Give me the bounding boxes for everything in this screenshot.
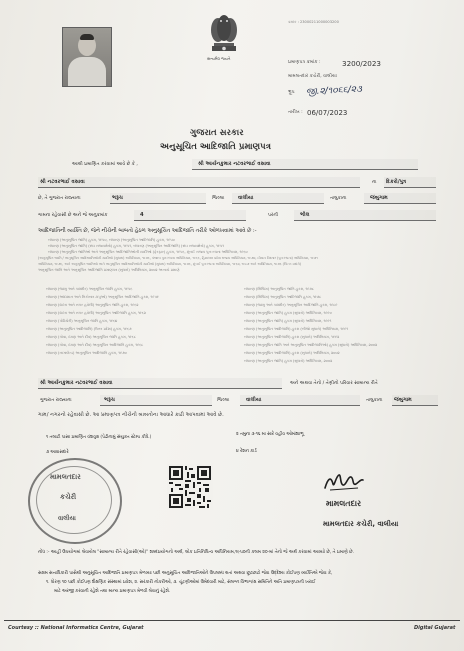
order-item: બંધારણ (પોંડિચેરી) અનુસૂચિત જાતિ હુકમ, ૧૯૬૪ <box>46 319 118 323</box>
basis-item: ૪ રેશન કાર્ડ <box>236 449 257 454</box>
resident-prefix: ગુજરાત રાજ્યના <box>40 398 72 403</box>
footer-rule <box>4 620 460 621</box>
orders-intro-line: અનુસૂચિત જાતિ અને અનુસૂચિત આદિજાતિ પ્રમાણપત્ર (સુધારો) અધિનિયમ, ૨૦૦૨ અન્વયે પ્રમાણે <box>38 268 180 272</box>
order-item: બંધારણ (સિક્કિમ) અનુસૂચિત આદિજાતિ હુકમ, ૧૯૭૮ <box>244 295 322 299</box>
order-item: બંધારણ (જમ્મુ અને કાશ્મીર) અનુસૂચિત આદિજાતિ હુકમ, ૧૯૮૯ <box>244 303 338 307</box>
official-seal <box>28 458 122 544</box>
order-item: બંધારણ (દાદરા અને નગર હવેલી) અનુસૂચિત જાતિ હુકમ, ૧૯૬૨ <box>46 303 139 307</box>
order-item: બંધારણ (આંદામાન અને નિકોબાર ટાપુઓ) અનુસૂચિત આદિજાતિ હુકમ, ૧૯૫૯ <box>46 295 159 299</box>
family-text: અને અથવા તેનો / તેણીનો પરિવાર સામાન્ય રીતે <box>290 381 378 386</box>
order-item: બંધારણ (નાગાલેન્ડ) અનુસૂચિત આદિજાતિ હુકમ, ૧૯૭૦ <box>46 351 127 355</box>
village-field <box>110 193 206 204</box>
caste-value: ભીલ <box>300 212 310 218</box>
resident-village-value: જંબુગામ <box>394 397 412 403</box>
seal-text: મામલતદાર <box>50 473 81 481</box>
emblem-caption: સત્યમેવ જયતે <box>207 56 231 61</box>
certificate-no-value: 3200/2023 <box>342 59 382 68</box>
order-item: બંધારણ (ગોવા, દમણ અને દીવ) અનુસૂચિત આદિજાતિ હુકમ, ૧૯૬૮ <box>46 343 144 347</box>
order-item: બંધારણ (અનુસૂચિત જાતિ) હુકમ (સુધારો) અધિનિયમ, ૧૯૯૦ <box>244 311 332 315</box>
district-value: વાલીયા <box>238 195 254 201</box>
relation-value: દિકરો/પુત્ર <box>386 179 407 185</box>
parent-name-value: શ્રી નટવરભાઈ વસાવા <box>40 179 85 185</box>
resident-district-field <box>100 395 212 406</box>
order-item: બંધારણ (અનુસૂચિત જાતિ) હુકમ (સુધારો) અધિનિયમ, ૨૦૦૨ <box>244 359 333 363</box>
serial-field <box>134 210 246 221</box>
seal-text: વાલીયા <box>58 515 76 522</box>
order-item: બંધારણ (અનુસૂચિત આદિજાતિ) હુકમ (બીજો સુધારો) અધિનિયમ, ૧૯૯૧ <box>244 327 349 331</box>
officer-title: મામલતદાર <box>326 499 362 508</box>
intro-text: આથી પ્રમાણિત કરવામાં આવે છે કે , <box>72 162 138 167</box>
officer-signature <box>322 470 366 496</box>
resident-taluka-value: વાલીયા <box>246 397 262 403</box>
order-item: બંધારણ (અનુસૂચિત આદિજાતિ) (ઉત્તર પ્રદેશ) હુકમ, ૧૯૬૭ <box>46 327 132 331</box>
note-text: નોંધ :- આહીં ઉપયોગમાં લેવાયેલ "સામાન્ય રીતે રહેવાસી(ઓ)" શબ્દપ્રયોગનો અર્થ, લોક પ્રતિનિધિત્વ અધિનિયમ,૧૯૫૦ની કલમ ૨૦-માં તેનો જે અર્થ કરવામાં આવ્યો છે, તે પ્રમાણે છે. <box>38 550 354 555</box>
basis-item: ૧ તલાટી પાસા પ્રમાણિત વંશવૃક્ષ (પેઢીનામું સંયુક્ત સ્ટેમ્પ કીધે.) <box>46 435 152 440</box>
instructions-line: ૧. ધોરણ ૧૦ પછી કોઈપણ શૈક્ષણિક સંસ્થામાં પ્રવેશ, ૨. સરકારી નોકરીઓ, ૩. ચૂંટણીઓમાં ઉમેદવારી માટે, સંલગ્ન વિભાગ/ક્ષ સમિતિને અતિ પ્રમાણપત્રની ખરાઈ <box>46 580 316 585</box>
name-value: શ્રી આર્યનકુમાર નટવરભાઈ વસાવા <box>198 161 271 167</box>
footer-credit: Courtesy :: National Informatics Centre, Gujarat <box>8 625 144 631</box>
order-item: બંધારણ (અનુસૂચિત જાતિ અને અનુસૂચિત આદિજાતિઓ) હુકમ (સુધારો) અધિનિયમ, ૨૦૦૨ <box>244 343 378 347</box>
file-no-handwritten: જી.૨/૧૦૬૬/૨૩ <box>305 84 363 98</box>
resident-district-value: ભરૂચ <box>104 397 116 403</box>
resident-taluka-label: તાલુકાના <box>366 398 383 403</box>
relation-label: ના <box>372 180 377 185</box>
orders-intro-line: બંધારણ (અનુસૂચિત જાતિ) હુકમ, ૧૯૫૦, બંધારણ (અનુસૂચિત આદિજાતિ) હુકમ, ૧૯૫૦ <box>48 238 175 242</box>
national-emblem <box>204 12 244 64</box>
certificate-title: અનુસૂચિત આદિજાતિ પ્રમાણપત્ર <box>160 142 271 152</box>
order-item: બંધારણ (અનુસૂચિત જાતિ) હુકમ (સુધારો) અધિનિયમ, ૧૯૯૧ <box>244 319 332 323</box>
village-value: ભરૂચ <box>112 195 124 201</box>
declaration-text: આદિજાતિની વ્યક્તિ છે, જેને નીચેની બાબતો હેઠળ અનુસૂચિત આદિજાતિ તરીકે ઓળખવામાં આવે છે :- <box>38 228 257 234</box>
order-item: બંધારણ (અનુસૂચિત આદિજાતિ) હુકમ (સુધારો) અધિનિયમ, ૧૯૯૨ <box>244 335 340 339</box>
certificate-no-label: પ્રમાણપત્ર ક્રમાંક : <box>288 60 321 65</box>
office-name: મામલતદાર કચેરી, વાલીયા <box>288 74 337 79</box>
officer-office: મામલતદાર કચેરી, વાલીયા <box>323 520 399 528</box>
basis-text: ગામ/ નગરનો રહેવાસી છે. આ પ્રમાણપત્ર નીચેની બાબતોના આધારે કાઢી આપવામાં આવે છે. <box>38 412 224 418</box>
orders-intro-line: (અનુસૂચિત જાતિ / અનુસૂચિત આદિજાતિઓની યાદીઓ (સુધારા) અધિનિયમ, ૧૯૭૬, પંજાબ પુનઃરચના અધિનિયમ, ૧૯૬૬, હિમાચલ પ્રદેશ રાજ્ય અધિનિયમ, ૧૯૭૦, ઈશાન વિસ્તાર (પુનઃરચના) અધિનિયમ, ૧૯૭૧ <box>38 256 318 260</box>
orders-intro-line: અધિનિયમ, ૧૯૭૬, અને અનુસૂચિત જાતિઓ અને અનુસૂચિત આદિજાતિઓની યાદીઓ (સુધારા) અધિનિયમ, ૧૯૭૬, મુંબઈ પુનઃરચના અધિનિયમ, ૧૯૬૦, ૧૯૮૭ અને અધિનિયમ, ૧૯૭૬ (બિન્ન પ્રસંગે) <box>38 262 301 266</box>
government-title: ગુજરાત સરકાર <box>190 128 244 138</box>
resident-district-label: જિલ્લા <box>217 398 230 403</box>
order-item: બંધારણ (સિક્કિમ) અનુસૂચિત જાતિ હુકમ, ૧૯૭૮ <box>244 287 314 291</box>
community-label: ગામના રહેવાસી છે અને જે અનુક્રમાંક <box>38 213 108 218</box>
orders-intro-line: બંધારણ (અનુસૂચિત જાતિ) (સંઘ રાજ્યક્ષેત્રો) હુકમ, ૧૯૫૧, બંધારણ (અનુસૂચિત આદિજાતિ) (સંઘ રાજ્યક્ષેત્રો) હુકમ, ૧૯૫૧ <box>48 244 224 248</box>
order-item: બંધારણ (અનુસૂચિત આદિજાતિ) હુકમ (સુધારો) અધિનિયમ, ૨૦૦૨ <box>244 351 340 355</box>
district-label: જિલ્લા <box>212 196 225 201</box>
order-item: બંધારણ (ગોવા, દમણ અને દીવ) અનુસૂચિત જાતિ હુકમ, ૧૯૬૮ <box>46 335 136 339</box>
taluka-label: તાલુકાના <box>330 196 347 201</box>
date-label: તારીખ : <box>288 110 303 115</box>
file-no-label: ભ્રૂ૫ <box>288 90 295 95</box>
seal-text: કચેરી <box>60 493 77 501</box>
footer-brand: Digital Gujarat <box>414 625 456 631</box>
order-item: બંધારણ (જમ્મુ અને કાશ્મીર) અનુસૂચિત જાતિ હુકમ, ૧૯૫૬ <box>46 287 133 291</box>
caste-field <box>294 210 436 221</box>
taluka-line-prefix: છે, તે ગુજરાત રાજ્યના <box>38 196 81 201</box>
applicant-photo <box>62 27 112 87</box>
basis-item: ૨ તમુના ૩-૧૬ મા સારે વહીવ ઓમાંશાભૂ <box>236 432 304 437</box>
qr-code <box>167 464 213 510</box>
parent-name-field <box>38 177 360 188</box>
caste-label: પરની <box>268 213 279 218</box>
serial-value: 4 <box>140 212 144 218</box>
instructions-intro: સક્ષમ સત્તાધિકારી પાસેથી અનુસૂચિત આદિજાતિ પ્રમાણપત્ર મેળવ્યા પછી અનુસૂચિત આદિજાતિઓને ઉપલબ્ધ થતાં અથવા છૂટછાટો જેવા ઉદ્દેશ્ય કોઈપણ વ્યક્તિએ જેવા કે, <box>38 571 333 576</box>
basis-item: ૩ આવાસદારે <box>46 450 69 455</box>
taluka-value: જંબુગામ <box>370 195 388 201</box>
order-item: બંધારણ (દાદરા અને નગર હવેલી) અનુસૂચિત આદિજાતિ હુકમ, ૧૯૬૨ <box>46 311 146 315</box>
instructions-line: માટે અરજી કરવાની રહેશે તથા માન્ય પ્રમાણપત્ર મેળવી લેવાનું રહેશે. <box>54 589 171 594</box>
orders-intro-line: બંધારણ (અનુસૂચિત જાતિઓ અને અનુસૂચિત આદિજાતિઓની યાદીઓ (ફેરફાર) હુકમ, ૧૯૫૬, મુંબઈ રાજ્ય પુનઃરચના અધિનિયમ, ૧૯૬૦ <box>48 250 248 254</box>
certificate-number: ક્રમાંક : 23000211000003200 <box>288 20 339 24</box>
name2-value: શ્રી આર્યનકુમાર નટવરભાઈ વસાવા <box>40 380 113 386</box>
date-value: 06/07/2023 <box>307 109 348 117</box>
